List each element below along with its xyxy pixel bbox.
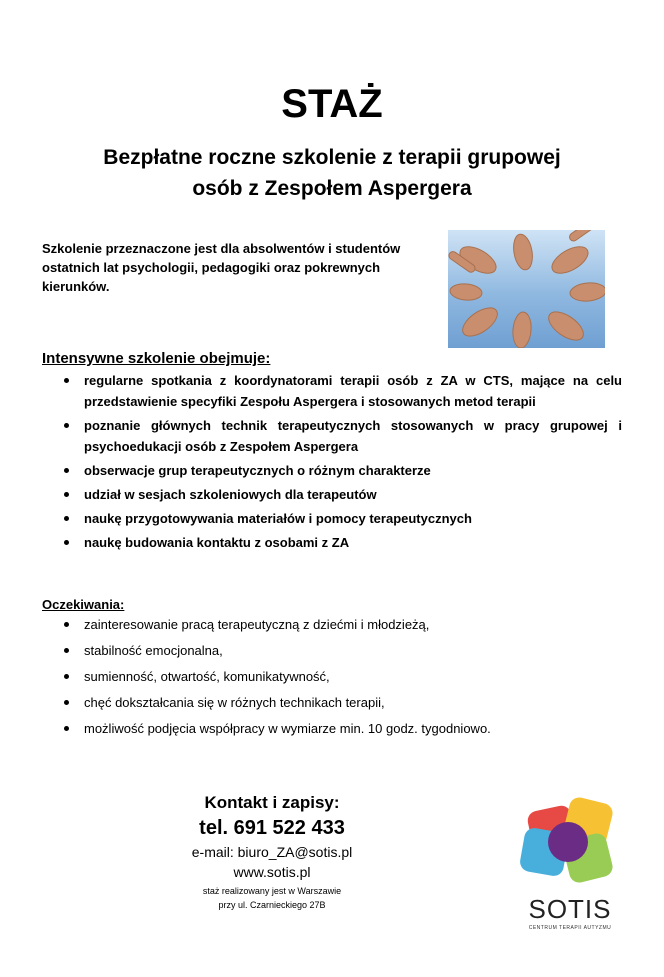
contact-note-line-1: staż realizowany jest w Warszawie	[202, 886, 342, 896]
logo-tagline: CENTRUM TERAPII AUTYZMU	[528, 925, 612, 931]
training-item: udział w sesjach szkoleniowych dla terapeutów	[62, 484, 622, 505]
training-item: regularne spotkania z koordynatorami terapii osób z ZA w CTS, mające na celu przedstawienie specyfiki Zespołu Aspergera i stosowanych metod terapii	[62, 370, 622, 412]
contact-heading: Kontakt i zapisy:	[204, 793, 340, 812]
training-item: naukę budowania kontaktu z osobami z ZA	[62, 532, 622, 553]
intro-text: Szkolenie przeznaczone jest dla absolwentów i studentów ostatnich lat psychologii, pedagogiki oraz pokrewnych kierunków.	[42, 241, 401, 294]
training-item: naukę przygotowywania materiałów i pomocy terapeutycznych	[62, 508, 622, 529]
contact-note	[150, 884, 394, 912]
contact-website[interactable]: www.sotis.pl	[233, 864, 311, 880]
contact-email[interactable]: e-mail: biuro_ZA@sotis.pl	[191, 844, 353, 860]
subtitle-line-2: osób z Zespołem Aspergera	[192, 177, 472, 200]
hands-photo	[448, 230, 605, 348]
training-item: obserwacje grup terapeutycznych o różnym charakterze	[62, 460, 622, 481]
contact-note-line-2: przy ul. Czarnieckiego 27B	[218, 900, 326, 910]
subtitle-line-1: Bezpłatne roczne szkolenie z terapii grupowej	[103, 146, 561, 169]
expectation-item: stabilność emocjonalna,	[62, 640, 622, 661]
contact-phone: tel. 691 522 433	[199, 817, 345, 839]
training-heading: Intensywne szkolenie obejmuje:	[42, 350, 271, 367]
expectations-heading: Oczekiwania:	[42, 597, 125, 612]
expectation-item: sumienność, otwartość, komunikatywność,	[62, 666, 622, 687]
contact-block	[150, 792, 394, 912]
logo-name: SOTIS	[528, 894, 612, 924]
expectation-item: zainteresowanie pracą terapeutyczną z dziećmi i młodzieżą,	[62, 614, 622, 635]
training-list	[62, 370, 622, 556]
expectation-item: możliwość podjęcia współpracy w wymiarze min. 10 godz. tygodniowo.	[62, 718, 622, 739]
reaching-hands-icon	[448, 230, 605, 348]
expectations-list	[62, 614, 622, 744]
expectation-item: chęć dokształcania się w różnych technikach terapii,	[62, 692, 622, 713]
page-subtitle	[0, 142, 664, 204]
training-item: poznanie głównych technik terapeutycznych stosowanych w pracy grupowej i psychoedukacji osób z Zespołem Aspergera	[62, 415, 622, 457]
sotis-logo-icon	[516, 790, 624, 894]
sotis-logo	[516, 790, 624, 940]
page-title: STAŻ	[281, 82, 383, 126]
